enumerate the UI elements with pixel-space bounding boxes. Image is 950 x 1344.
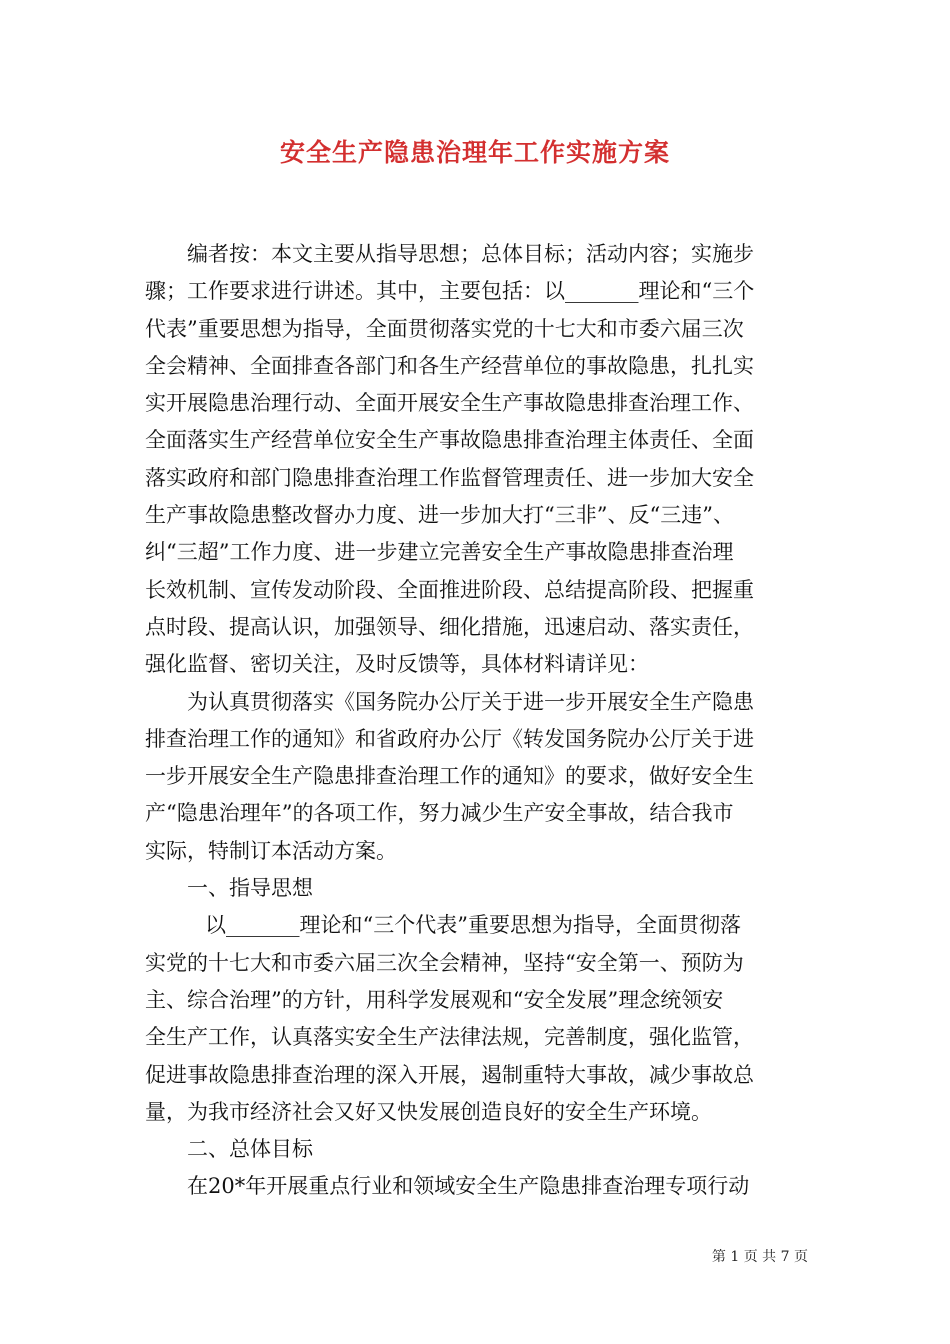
paragraph-line: 点时段、提高认识，加强领导、细化措施，迅速启动、落实责任， <box>145 614 754 639</box>
paragraph-line: 促进事故隐患排查治理的深入开展，遏制重特大事故，减少事故总 <box>145 1062 754 1087</box>
paragraph-line: 为认真贯彻落实《国务院办公厅关于进一步开展安全生产隐患 <box>187 689 754 714</box>
paragraph-line: 骤；工作要求进行讲述。其中，主要包括：以_______理论和“三个 <box>145 279 755 304</box>
paragraph-line: 强化监督、密切关注，及时反馈等，具体材料请详见： <box>145 652 649 677</box>
paragraph-line: 产“隐患治理年”的各项工作，努力减少生产安全事故，结合我市 <box>145 801 734 826</box>
paragraph-line: 实际，特制订本活动方案。 <box>145 838 397 863</box>
paragraph-line: 纠“三超”工作力度、进一步建立完善安全生产事故隐患排查治理 <box>145 540 734 565</box>
paragraph-line: 主、综合治理”的方针，用科学发展观和“安全发展”理念统领安 <box>145 987 724 1012</box>
section-heading: 二、总体目标 <box>187 1137 313 1162</box>
paragraph-line: 排查治理工作的通知》和省政府办公厅《转发国务院办公厅关于进 <box>145 726 754 751</box>
paragraph-line: 量，为我市经济社会又好又快发展创造良好的安全生产环境。 <box>145 1099 712 1124</box>
paragraph-line: 编者按：本文主要从指导思想；总体目标；活动内容；实施步 <box>187 242 754 266</box>
paragraph-line: 实开展隐患治理行动、全面开展安全生产事故隐患排查治理工作、 <box>145 391 754 416</box>
paragraph-line: 一步开展安全生产隐患排查治理工作的通知》的要求，做好安全生 <box>145 764 754 789</box>
paragraph-line: 以_______理论和“三个代表”重要思想为指导，全面贯彻落 <box>205 913 741 938</box>
paragraph-line: 全生产工作，认真落实安全生产法律法规，完善制度，强化监管， <box>145 1025 754 1050</box>
paragraph-line: 在20*年开展重点行业和领域安全生产隐患排查治理专项行动 <box>187 1174 750 1199</box>
document-title: 安全生产隐患治理年工作实施方案 <box>279 138 670 167</box>
paragraph-line: 代表”重要思想为指导，全面贯彻落实党的十七大和市委六届三次 <box>145 316 744 341</box>
paragraph-line: 实党的十七大和市委六届三次全会精神，坚持“安全第一、预防为 <box>145 950 744 975</box>
paragraph-line: 全面落实生产经营单位安全生产事故隐患排查治理主体责任、全面 <box>145 428 754 453</box>
paragraph-line: 全会精神、全面排查各部门和各生产经营单位的事故隐患，扎扎实 <box>145 353 754 378</box>
page-number: 第 1 页 共 7 页 <box>711 1249 808 1265</box>
document-body <box>145 236 808 1206</box>
paragraph-line: 长效机制、宣传发动阶段、全面推进阶段、总结提高阶段、把握重 <box>145 577 754 602</box>
paragraph-line: 落实政府和部门隐患排查治理工作监督管理责任、进一步加大安全 <box>145 465 754 490</box>
paragraph-line: 生产事故隐患整改督办力度、进一步加大打“三非”、反“三违”、 <box>145 503 734 528</box>
section-heading: 一、指导思想 <box>187 876 313 901</box>
